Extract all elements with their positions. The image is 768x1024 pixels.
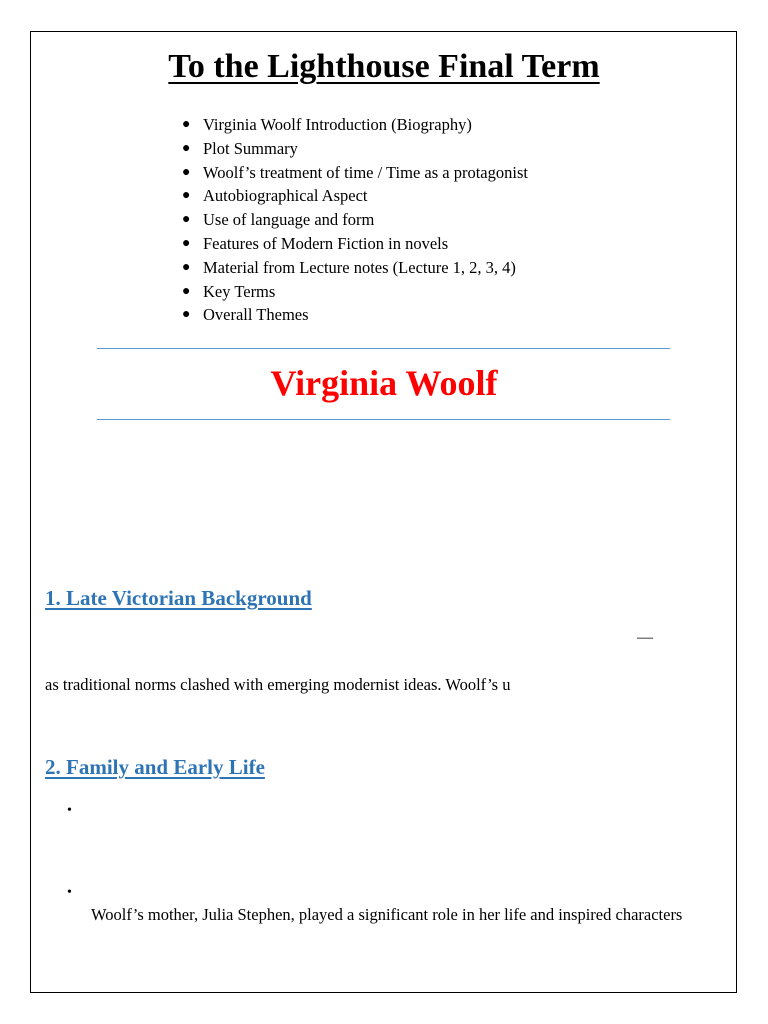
heading-family-early-life: 2. Family and Early Life: [45, 755, 265, 779]
topic-list: [182, 113, 528, 327]
section-title: Virginia Woolf: [270, 363, 498, 403]
list-item: ● Material from Lecture notes (Lecture 1, 2, 3, 4): [203, 256, 528, 280]
list-item: ● Plot Summary: [203, 137, 528, 161]
list-item: ● Autobiographical Aspect: [203, 184, 528, 208]
bullet-icon: ●: [182, 164, 191, 180]
bullet-icon: ●: [182, 188, 191, 204]
bullet-icon: •: [67, 803, 72, 818]
list-item: ● Key Terms: [203, 280, 528, 304]
list-item: ● Use of language and form: [203, 208, 528, 232]
bullet-icon: •: [67, 885, 72, 900]
divider-top: [97, 348, 670, 349]
bullet-icon: ●: [182, 140, 191, 156]
em-dash: —: [637, 629, 653, 646]
paragraph-family-early-life: Woolf’s mother, Julia Stephen, played a significant role in her life and inspired characters: [91, 905, 683, 924]
list-item: ● Overall Themes: [203, 303, 528, 327]
bullet-icon: ●: [182, 235, 191, 251]
paragraph-late-victorian: as traditional norms clashed with emerging modernist ideas. Woolf’s u: [45, 675, 511, 694]
list-item: ● Features of Modern Fiction in novels: [203, 232, 528, 256]
list-item: ● Virginia Woolf Introduction (Biography): [203, 113, 528, 137]
heading-late-victorian-background: 1. Late Victorian Background: [45, 586, 312, 610]
list-item: ● Woolf’s treatment of time / Time as a protagonist: [203, 161, 528, 185]
divider-bottom: [97, 419, 670, 420]
bullet-icon: ●: [182, 283, 191, 299]
bullet-icon: ●: [182, 117, 191, 132]
document-title: To the Lighthouse Final Term: [168, 48, 600, 85]
bullet-icon: ●: [182, 259, 191, 275]
bullet-icon: ●: [182, 307, 191, 323]
bullet-icon: ●: [182, 212, 191, 228]
